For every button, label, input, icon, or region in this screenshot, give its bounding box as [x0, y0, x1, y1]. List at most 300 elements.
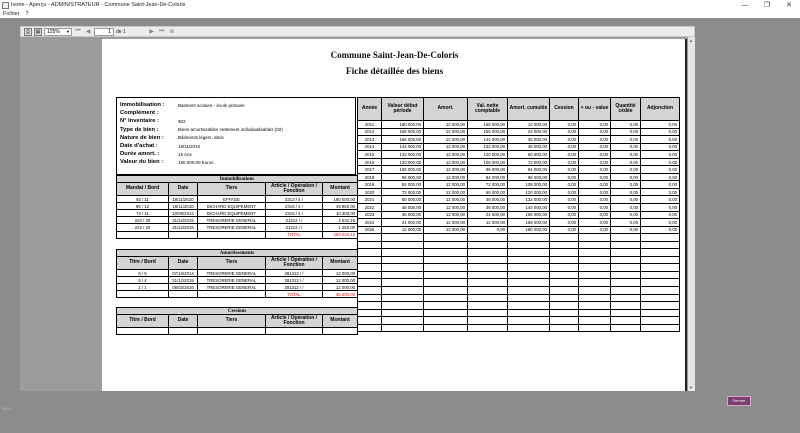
table-cell: 0,00: [641, 181, 680, 189]
table-cell: [508, 264, 550, 272]
table-cell: 48 000,00: [508, 143, 550, 151]
table-cell: [579, 294, 611, 302]
table-cell: 0,00: [611, 121, 641, 129]
table-cell: [508, 302, 550, 310]
table-cell: 2313 / 4 /: [266, 196, 323, 203]
empty-row: [117, 328, 358, 335]
zoom-value: 125%: [47, 28, 60, 35]
table-cell: 0,00: [579, 226, 611, 234]
table-cell: [468, 294, 508, 302]
header-row: [117, 257, 358, 270]
empty-row: [358, 324, 680, 332]
table-cell: 21312 / /: [266, 217, 323, 224]
table-row: [358, 219, 680, 227]
column-header: Val. nette comptable: [468, 98, 508, 121]
table-cell: 0,00: [550, 219, 579, 227]
table-cell: 0,00: [641, 143, 680, 151]
table-cell: 120 000,00: [468, 151, 508, 159]
zoom-select[interactable]: [44, 28, 72, 36]
table-row: [117, 284, 358, 291]
header-row: [117, 183, 358, 196]
column-header: Montant: [323, 257, 358, 270]
column-header: Date: [169, 257, 198, 270]
section-title: Immobilisations: [117, 176, 358, 183]
table-cell: [641, 309, 680, 317]
app-icon: [2, 2, 9, 9]
table-cell: [579, 317, 611, 325]
table-cell: 2013: [358, 136, 382, 144]
table-cell: 12 000,00: [424, 173, 468, 181]
table-cell: [611, 234, 641, 242]
total-row: [117, 291, 358, 298]
table-cell: [358, 234, 382, 242]
table-cell: [579, 264, 611, 272]
amortissements-table: [116, 249, 358, 298]
page-number-input[interactable]: 1: [94, 28, 114, 36]
prev-page-icon[interactable]: ◀: [85, 29, 91, 35]
table-cell: 2016: [358, 158, 382, 166]
table-cell: 2023: [358, 211, 382, 219]
report-title: Commune Saint-Jean-De-Coloris: [330, 50, 459, 60]
table-cell: 0,00: [579, 121, 611, 129]
first-page-icon[interactable]: ⏮: [75, 28, 81, 34]
table-cell: [424, 271, 468, 279]
table-cell: 168 000,00: [508, 219, 550, 227]
info-value: Batiment scolaire - école primaire: [178, 102, 245, 108]
table-row: [358, 181, 680, 189]
table-cell: 2019: [358, 181, 382, 189]
table-cell: [358, 309, 382, 317]
info-label: Valeur du bien :: [120, 159, 164, 166]
scroll-down-icon[interactable]: ▼: [689, 385, 693, 390]
table-cell: [611, 241, 641, 249]
table-cell: [611, 287, 641, 295]
table-cell: 2014: [358, 143, 382, 151]
column-header: Tiers: [198, 183, 266, 196]
empty-row: [358, 279, 680, 287]
table-row: [358, 166, 680, 174]
table-cell: 0,00: [550, 173, 579, 181]
info-value: 902: [178, 118, 186, 124]
table-cell: 18/11/2010: [169, 203, 198, 210]
table-cell: [550, 317, 579, 325]
table-cell: [641, 287, 680, 295]
table-cell: 0,00: [550, 196, 579, 204]
table-cell: 0,00: [611, 226, 641, 234]
table-cell: TRESORERIE GENERAL: [198, 224, 266, 231]
table-cell: [579, 249, 611, 257]
table-cell: 12 000,00: [424, 128, 468, 136]
header-row: [117, 315, 358, 328]
table-cell: 281312 / /: [266, 270, 323, 277]
table-cell: [382, 249, 424, 257]
window-title: Ivoire - Aperçu - ADMINISTRATEUR - Commune Saint-Jean-De-Coloris: [11, 2, 186, 8]
section-header-row: [117, 176, 358, 183]
table-cell: [508, 324, 550, 332]
column-header: Article / Opération / Fonction: [266, 183, 323, 196]
info-label: N° Inventaire :: [120, 118, 160, 125]
info-value: 18/11/2010: [178, 143, 201, 149]
column-header: Titre / Bord: [117, 315, 169, 328]
table-cell: [198, 231, 266, 238]
info-row: [120, 117, 352, 125]
table-cell: [382, 294, 424, 302]
table-cell: 96 000,00: [468, 166, 508, 174]
table-cell: 0,00: [550, 151, 579, 159]
table-cell: 222 / 20: [117, 224, 169, 231]
scroll-up-icon[interactable]: ▲: [689, 38, 693, 43]
table-cell: [641, 264, 680, 272]
cessions-table: [116, 307, 358, 335]
table-cell: 10/05/2014: [169, 210, 198, 217]
table-cell: [579, 271, 611, 279]
table-cell: 0,00: [611, 166, 641, 174]
table-cell: 0,00: [641, 219, 680, 227]
table-cell: [117, 231, 169, 238]
table-cell: [358, 256, 382, 264]
table-cell: 0,00: [550, 188, 579, 196]
column-header: Année: [358, 98, 382, 121]
info-value: Biens amortissables nettement individualisables (02): [178, 127, 283, 133]
section-header-row: [117, 250, 358, 257]
table-cell: 281312 / /: [266, 277, 323, 284]
table-cell: 1 / 1: [117, 284, 169, 291]
table-cell: 2315 / 4 /: [266, 210, 323, 217]
table-cell: 31/12/2015: [169, 224, 198, 231]
table-cell: [579, 302, 611, 310]
table-cell: [611, 324, 641, 332]
table-cell: 0,00: [579, 128, 611, 136]
table-cell: [508, 279, 550, 287]
table-cell: 0,00: [611, 128, 641, 136]
total-value: 250 032,15: [323, 231, 358, 238]
empty-row: [358, 256, 680, 264]
table-cell: 96 000,00: [382, 173, 424, 181]
print-setup-icon[interactable]: ▦: [35, 28, 41, 35]
info-label: Type de bien :: [120, 126, 159, 133]
table-cell: [424, 294, 468, 302]
table-cell: [579, 279, 611, 287]
table-cell: 0,00: [641, 188, 680, 196]
table-row: [358, 226, 680, 234]
column-header: Adjonction: [641, 98, 680, 121]
table-cell: 168 000,00: [382, 128, 424, 136]
table-cell: [508, 271, 550, 279]
minimize-icon[interactable]: —: [741, 1, 749, 9]
menu-fichier[interactable]: Fichier: [3, 11, 20, 17]
table-cell: 2 632,15: [323, 217, 358, 224]
table-cell: [382, 241, 424, 249]
table-cell: 12 000,00: [424, 121, 468, 129]
table-cell: 96 000,00: [508, 173, 550, 181]
table-cell: [169, 328, 198, 335]
table-row: [358, 128, 680, 136]
table-cell: [550, 309, 579, 317]
table-cell: 0,00: [579, 143, 611, 151]
table-cell: [611, 294, 641, 302]
table-cell: 72 / 11: [117, 210, 169, 217]
table-cell: [358, 264, 382, 272]
column-header: Montant: [323, 315, 358, 328]
last-page-icon[interactable]: ⏭: [159, 28, 165, 34]
menu-help[interactable]: ?: [25, 11, 29, 17]
table-cell: 0,00: [641, 204, 680, 212]
table-cell: [468, 309, 508, 317]
table-cell: 24 000,00: [508, 128, 550, 136]
vertical-scrollbar[interactable]: [688, 37, 695, 391]
table-cell: [382, 324, 424, 332]
table-cell: 2315 / 4 /: [266, 203, 323, 210]
table-cell: [323, 328, 358, 335]
table-cell: [550, 302, 579, 310]
table-cell: 0,00: [611, 204, 641, 212]
table-cell: 0,00: [579, 196, 611, 204]
table-cell: [358, 302, 382, 310]
table-cell: 0,00: [611, 151, 641, 159]
info-row: [120, 134, 352, 142]
table-cell: 0,00: [550, 211, 579, 219]
years-table: [357, 97, 680, 332]
table-cell: 0,00: [641, 173, 680, 181]
close-preview-icon[interactable]: ⊗: [169, 29, 175, 35]
info-row: [120, 142, 352, 150]
table-row: [117, 217, 358, 224]
preview-area[interactable]: [20, 37, 695, 391]
table-row: [358, 188, 680, 196]
table-cell: [424, 234, 468, 242]
table-cell: 48 000,00: [468, 196, 508, 204]
table-cell: [169, 291, 198, 298]
preview-toolbar: [20, 26, 695, 37]
table-cell: 0,00: [468, 226, 508, 234]
column-header: Cession: [550, 98, 579, 121]
table-cell: 180 000,00: [508, 226, 550, 234]
table-cell: 0,00: [579, 211, 611, 219]
table-cell: 168 000,00: [468, 121, 508, 129]
info-label: Date d'achat :: [120, 143, 158, 150]
info-row: [120, 158, 352, 166]
info-label: Complément :: [120, 110, 159, 117]
table-cell: [579, 241, 611, 249]
table-cell: 21312 / /: [266, 224, 323, 231]
table-cell: [382, 279, 424, 287]
table-cell: TRESORERIE GENERAL: [198, 270, 266, 277]
table-cell: [358, 317, 382, 325]
menu-bar: [0, 10, 800, 18]
table-cell: TRESORERIE GENERAL: [198, 217, 266, 224]
table-cell: 12 000,00: [424, 181, 468, 189]
empty-row: [358, 287, 680, 295]
table-cell: 0,00: [611, 188, 641, 196]
table-cell: 0,00: [611, 219, 641, 227]
table-cell: [641, 324, 680, 332]
table-cell: 2022: [358, 204, 382, 212]
table-cell: 95 / 12: [117, 203, 169, 210]
table-cell: [382, 264, 424, 272]
report-subtitle: Fiche détaillée des biens: [345, 67, 444, 77]
table-cell: [358, 279, 382, 287]
table-cell: [468, 324, 508, 332]
table-cell: [382, 271, 424, 279]
table-row: [358, 151, 680, 159]
table-cell: [579, 309, 611, 317]
table-cell: 0,00: [579, 188, 611, 196]
empty-row: [358, 241, 680, 249]
info-row: [120, 126, 352, 134]
table-cell: [468, 249, 508, 257]
table-cell: [579, 287, 611, 295]
table-cell: [611, 256, 641, 264]
table-cell: 108 000,00: [468, 158, 508, 166]
table-cell: 0,00: [641, 166, 680, 174]
column-header: Tiers: [198, 315, 266, 328]
info-label: Durée amort. :: [120, 151, 160, 158]
table-cell: [424, 287, 468, 295]
table-cell: 72 000,00: [468, 181, 508, 189]
table-cell: 12 000,00: [468, 219, 508, 227]
table-row: [358, 143, 680, 151]
table-cell: 12 000,00: [424, 143, 468, 151]
table-cell: 108 000,00: [508, 181, 550, 189]
table-cell: 72 000,00: [382, 188, 424, 196]
table-cell: 31/12/2015: [169, 277, 198, 284]
table-row: [358, 211, 680, 219]
table-row: [358, 158, 680, 166]
table-cell: 6 / 5: [117, 270, 169, 277]
window-controls: [734, 0, 800, 10]
table-cell: 0,00: [641, 196, 680, 204]
table-cell: 12 000,00: [424, 204, 468, 212]
table-cell: [424, 264, 468, 272]
print-icon[interactable]: ⎙: [25, 28, 30, 35]
table-row: [117, 270, 358, 277]
empty-row: [358, 264, 680, 272]
table-cell: 12 000,00: [382, 226, 424, 234]
table-cell: 144 000,00: [508, 204, 550, 212]
table-cell: [468, 279, 508, 287]
table-cell: 0,00: [641, 136, 680, 144]
table-cell: 156 000,00: [382, 136, 424, 144]
table-cell: [641, 302, 680, 310]
total-label: TOTAL: [266, 291, 323, 298]
table-cell: 12 000,00: [323, 277, 358, 284]
table-cell: [641, 256, 680, 264]
table-cell: 12 000,00: [424, 196, 468, 204]
table-cell: [579, 324, 611, 332]
table-cell: 2011: [358, 121, 382, 129]
report-page: [102, 39, 687, 391]
table-cell: 2012: [358, 128, 382, 136]
table-cell: 2018: [358, 173, 382, 181]
empty-row: [358, 234, 680, 242]
table-cell: [424, 256, 468, 264]
table-cell: 0,00: [641, 211, 680, 219]
close-button[interactable]: Fermer: [727, 396, 751, 406]
table-row: [117, 196, 358, 203]
table-cell: 36 000,00: [382, 211, 424, 219]
table-cell: [611, 264, 641, 272]
close-icon[interactable]: ✕: [786, 2, 792, 9]
table-cell: 0,00: [611, 181, 641, 189]
column-header: + ou - value: [579, 98, 611, 121]
column-header: Montant: [323, 183, 358, 196]
table-cell: [508, 309, 550, 317]
table-cell: 156 000,00: [468, 128, 508, 136]
table-cell: [424, 324, 468, 332]
table-cell: 49 850,00: [323, 203, 358, 210]
column-header: Tiers: [198, 257, 266, 270]
table-cell: 180 000,00: [323, 196, 358, 203]
table-cell: 0,00: [579, 151, 611, 159]
table-cell: 92 / 11: [117, 196, 169, 203]
table-cell: [550, 324, 579, 332]
table-cell: [198, 328, 266, 335]
table-cell: 0,00: [579, 181, 611, 189]
table-cell: 0,00: [550, 181, 579, 189]
column-header: Valeur début période: [382, 98, 424, 121]
section-header-row: [117, 308, 358, 315]
table-cell: [550, 294, 579, 302]
table-cell: [358, 324, 382, 332]
table-cell: 36 000,00: [508, 136, 550, 144]
table-cell: 180 000,00: [382, 121, 424, 129]
total-row: [117, 231, 358, 238]
table-cell: 0,00: [641, 121, 680, 129]
table-cell: [611, 309, 641, 317]
table-cell: [641, 294, 680, 302]
table-cell: 0,00: [579, 136, 611, 144]
table-row: [117, 203, 358, 210]
table-cell: 60 000,00: [508, 151, 550, 159]
table-cell: BICHARD EQUIPEMENT: [198, 210, 266, 217]
table-cell: [382, 287, 424, 295]
table-cell: [611, 317, 641, 325]
table-cell: 2020: [358, 188, 382, 196]
table-cell: [468, 241, 508, 249]
table-cell: [550, 249, 579, 257]
table-cell: [198, 291, 266, 298]
table-cell: [382, 309, 424, 317]
table-cell: 0,00: [611, 158, 641, 166]
table-row: [358, 204, 680, 212]
table-cell: 12 000,00: [424, 219, 468, 227]
table-row: [117, 277, 358, 284]
table-cell: [382, 302, 424, 310]
table-cell: 84 000,00: [508, 166, 550, 174]
column-header: Quantité cédée: [611, 98, 641, 121]
table-cell: 12 000,00: [508, 121, 550, 129]
table-cell: 12 000,00: [424, 188, 468, 196]
column-header: Article / Opération / Fonction: [266, 315, 323, 328]
table-cell: 0,00: [641, 128, 680, 136]
table-cell: [641, 234, 680, 242]
table-cell: [641, 249, 680, 257]
table-cell: 0,00: [611, 136, 641, 144]
empty-row: [358, 309, 680, 317]
info-value: Bâtiments légers, abris: [178, 135, 224, 141]
table-cell: [579, 256, 611, 264]
table-cell: [358, 271, 382, 279]
table-cell: [550, 287, 579, 295]
info-row: [120, 101, 352, 109]
table-cell: 0,00: [611, 211, 641, 219]
table-cell: [358, 241, 382, 249]
column-header: Amort. cumulés: [508, 98, 550, 121]
restore-icon[interactable]: ❐: [763, 2, 771, 9]
table-cell: [550, 241, 579, 249]
table-cell: [169, 231, 198, 238]
next-page-icon[interactable]: ▶: [149, 29, 155, 35]
